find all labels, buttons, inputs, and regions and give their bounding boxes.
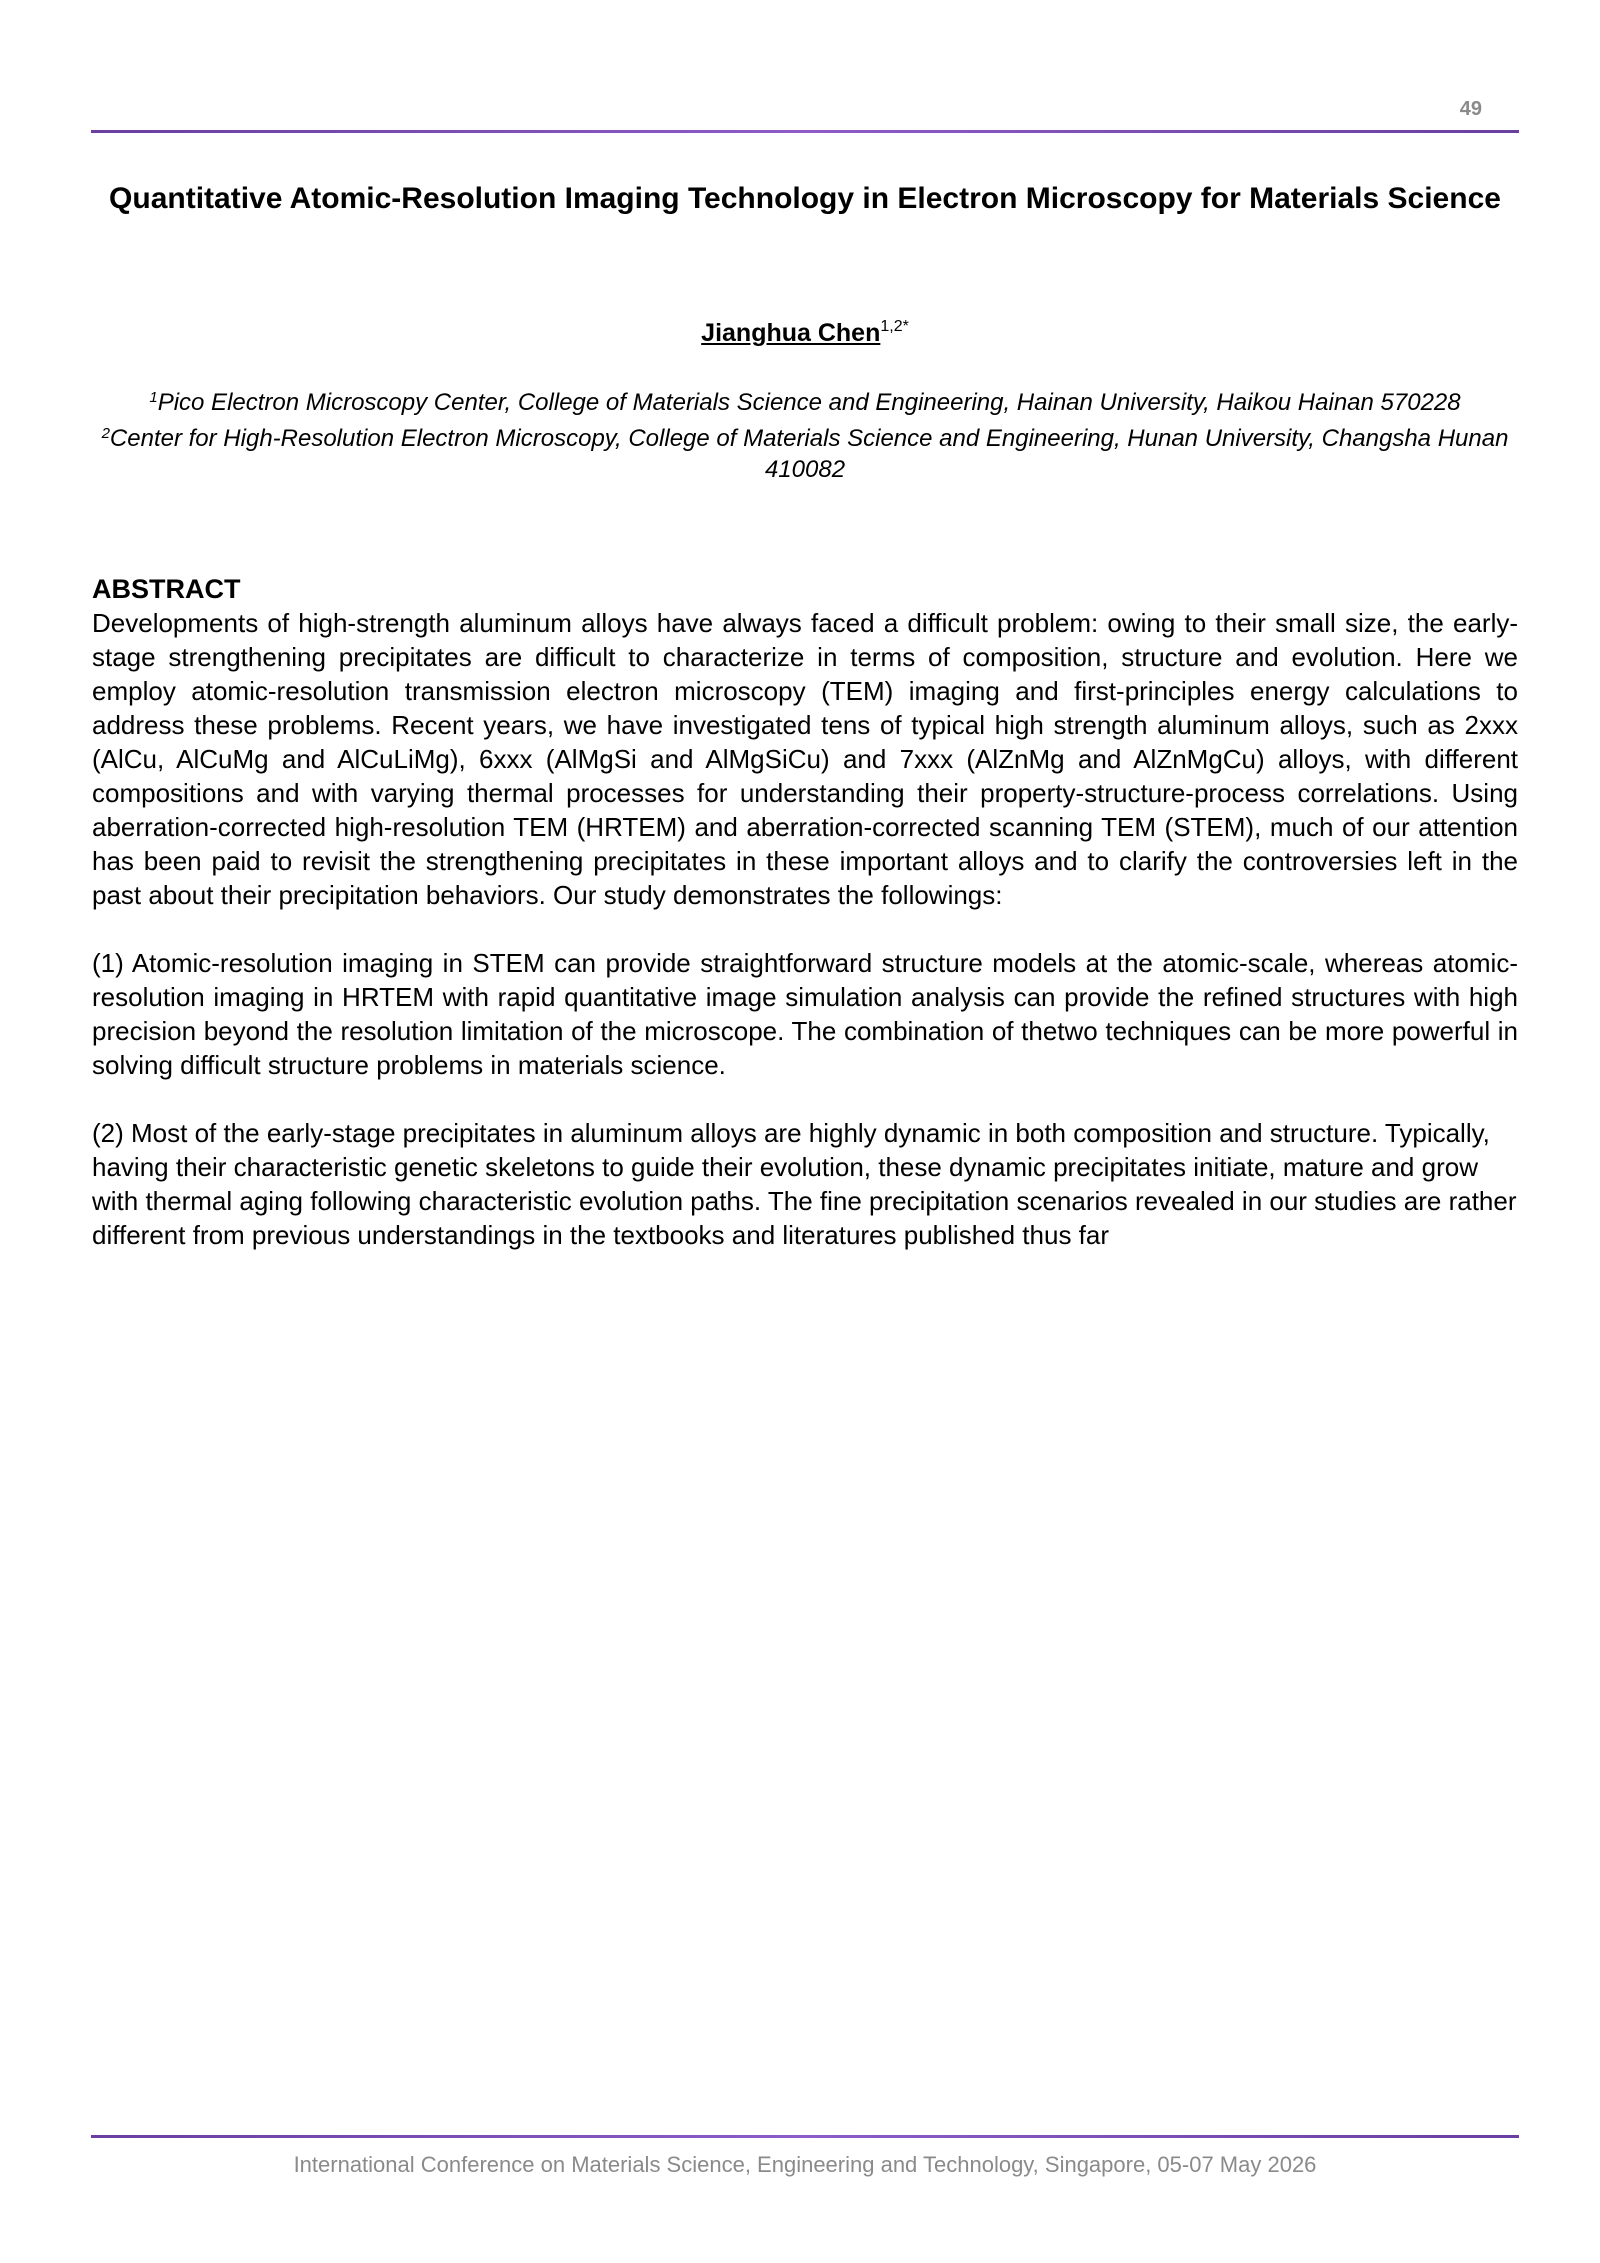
abstract-paragraph: (1) Atomic-resolution imaging in STEM can provide straightforward structure models at the atomic-scale, whereas atomic-resolution imaging in HRTEM with rapid quantitative image simulation analysis can provide the refined structures with high precision beyond the resolution limitation of the microscope. The combination of thetwo techniques can be more powerful in solving difficult structure problems in materials science. [92, 948, 1518, 1080]
abstract-paragraph: (2) Most of the early-stage precipitates in aluminum alloys are highly dynamic in both composition and structure. Typically, having their characteristic genetic skeletons to guide their evolution, these dynamic precipitates initiate, mature and grow with thermal aging following characteristic evolution paths. The fine precipitation scenarios revealed in our studies are rather different from previous understandings in the textbooks and literatures published thus far [92, 1118, 1517, 1250]
header-rule [91, 130, 1519, 133]
abstract-heading: ABSTRACT [92, 574, 241, 604]
author-name: Jianghua Chen [701, 319, 881, 347]
abstract-paragraph: Developments of high-strength aluminum alloys have always faced a difficult problem: owing to their small size, the early-stage strengthening precipitates are difficult to characterize in terms of composition, structure and evolution. Here we employ atomic-resolution transmission electron microscopy (TEM) imaging and first-principles energy calculations to address these problems. Recent years, we have investigated tens of typical high strength aluminum alloys, such as 2xxx (AlCu, AlCuMg and AlCuLiMg), 6xxx (AlMgSi and AlMgSiCu) and 7xxx (AlZnMg and AlZnMgCu) alloys, with different compositions and with varying thermal processes for understanding their property-structure-process correlations. Using aberration-corrected high-resolution TEM (HRTEM) and aberration-corrected scanning TEM (STEM), much of our attention has been paid to revisit the strengthening precipitates in these important alloys and to clarify the controversies left in the past about their precipitation behaviors. Our study demonstrates the followings: [92, 608, 1518, 910]
affiliation-2 [96, 418, 1514, 485]
affiliations [96, 382, 1514, 485]
paper-title: Quantitative Atomic-Resolution Imaging Technology in Electron Microscopy for Materials Science [109, 182, 1501, 215]
footer-text: International Conference on Materials Science, Engineering and Technology, Singapore, 05-07 May 2026 [293, 2152, 1317, 2177]
affiliation-text: Center for High-Resolution Electron Microscopy, College of Materials Science and Engineering, Hunan University, Changsha Hunan 410082 [109, 425, 1509, 483]
page-number: 49 [1459, 98, 1482, 120]
abstract-section [92, 572, 1518, 1252]
affiliation-1 [96, 382, 1514, 418]
affiliation-text: Pico Electron Microscopy Center, College of Materials Science and Engineering, Hainan University, Haikou Hainan 570228 [157, 389, 1461, 416]
author-superscript: 1,2* [880, 318, 909, 335]
affiliation-marker: 2 [101, 425, 110, 442]
author-line [100, 318, 1510, 348]
affiliation-marker: 1 [149, 389, 158, 406]
footer-rule [91, 2135, 1519, 2138]
